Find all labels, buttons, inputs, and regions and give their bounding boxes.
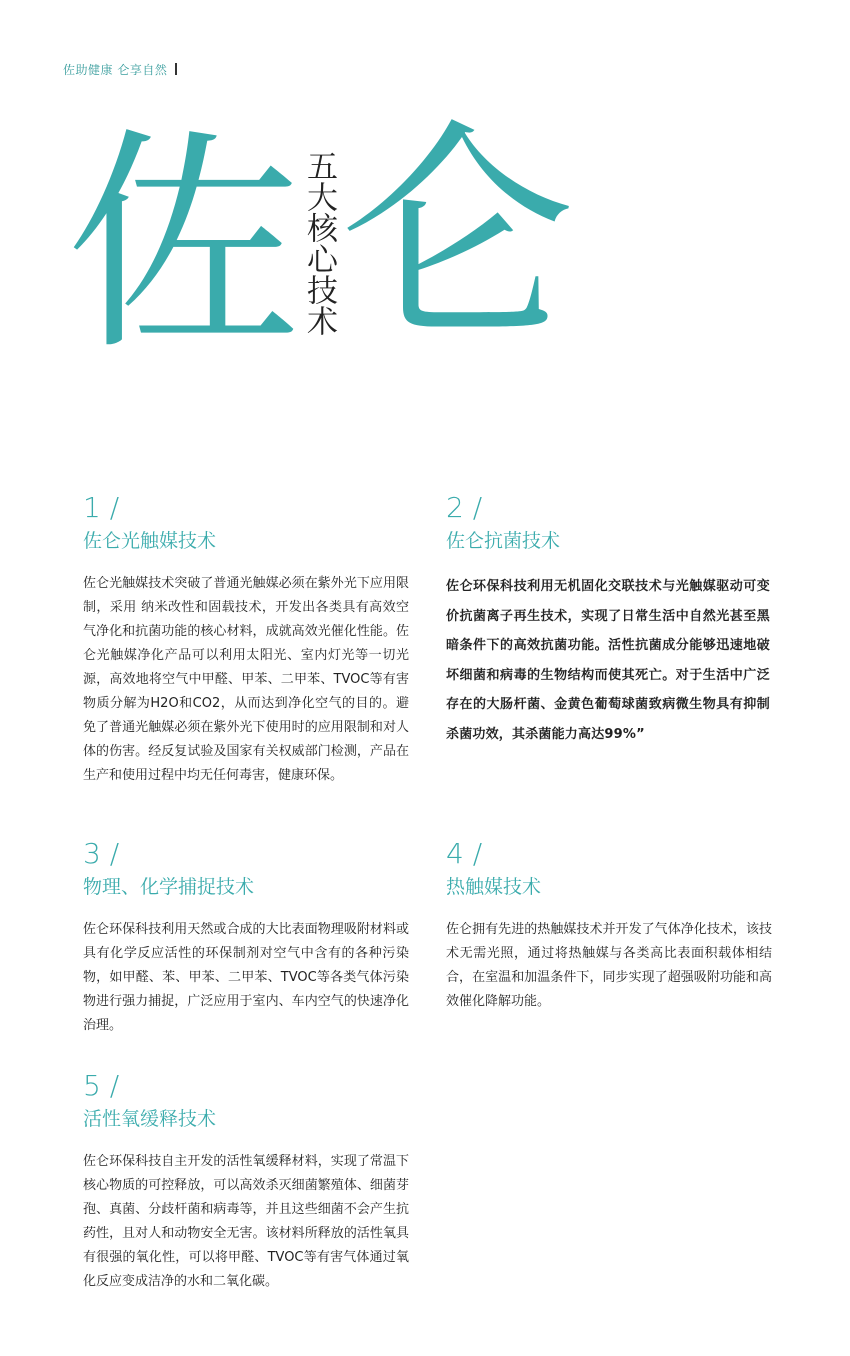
- section-number: 4 /: [446, 837, 483, 870]
- section-title: 物理、化学捕捉技术: [83, 876, 255, 898]
- section-title: 热触媒技术: [446, 876, 542, 898]
- hero-char-right: 仑: [340, 99, 575, 372]
- section-antibacterial: [446, 493, 770, 749]
- slogan: [63, 61, 177, 79]
- section-body: 佐仑环保科技利用天然或合成的大比表面物理吸附材料或具有化学反应活性的环保制剂对空气中含有的各种污染物，如甲醛、苯、甲苯、二甲苯、TVOC等各类气体污染物进行强力捕捉，广泛应用于室内、车内空气的快速净化治理。: [83, 922, 409, 1033]
- section-body: 佐仑环保科技利用无机固化交联技术与光触媒驱动可变价抗菌离子再生技术，实现了日常生活中自然光甚至黑暗条件下的高效抗菌功能。活性抗菌成分能够迅速地破坏细菌和病毒的生物结构而使其死亡。对于生活中广泛存在的大肠杆菌、金黄色葡萄球菌致病微生物具有抑制杀菌功效，其杀菌能力高达99%”: [446, 579, 770, 742]
- section-number: 1 /: [83, 491, 120, 524]
- section-photocatalyst: [83, 493, 409, 788]
- section-thermal-catalyst: [446, 839, 772, 1014]
- section-title: 佐仑抗菌技术: [446, 530, 561, 552]
- section-active-oxygen: [83, 1071, 409, 1294]
- section-number: 5 /: [83, 1069, 120, 1102]
- section-body: 佐仑拥有先进的热触媒技术并开发了气体净化技术，该技术无需光照，通过将热触媒与各类高比表面积载体相结合，在室温和加温条件下，同步实现了超强吸附功能和高效催化降解功能。: [446, 922, 772, 1009]
- section-number: 2 /: [446, 491, 483, 524]
- slogan-divider: [175, 63, 177, 75]
- slogan-text: 佐助健康 仑享自然: [63, 63, 168, 77]
- section-title: 佐仑光触媒技术: [83, 530, 217, 552]
- section-body: 佐仑光触媒技术突破了普通光触媒必须在紫外光下应用限制，采用 纳米改性和固载技术，开发出各类具有高效空气净化和抗菌功能的核心材料，成就高效光催化性能。佐仑光触媒净化产品可以利用太阳光、室内灯光等一切光源，高效地将空气中甲醛、甲苯、二甲苯、TVOC等有害物质分解为H2O和CO2，从而达到净化空气的目的。避免了普通光触媒必须在紫外光下使用时的应用限制和对人体的伤害。经反复试验及国家有关权威部门检测，产品在生产和使用过程中均无任何毒害，健康环保。: [83, 576, 409, 783]
- hero-vertical-title: 五大核心技术: [301, 150, 337, 336]
- section-body: 佐仑环保科技自主开发的活性氧缓释材料，实现了常温下核心物质的可控释放，可以高效杀灭细菌繁殖体、细菌芽孢、真菌、分歧杆菌和病毒等，并且这些细菌不会产生抗药性，且对人和动物安全无害。该材料所释放的活性氧具有很强的氧化性，可以将甲醛、TVOC等有害气体通过氧化反应变成洁净的水和二氧化碳。: [83, 1154, 409, 1289]
- section-title: 活性氧缓释技术: [83, 1108, 217, 1130]
- section-number: 3 /: [83, 837, 120, 870]
- section-capture: [83, 839, 409, 1038]
- hero-char-left: 佐: [66, 109, 301, 382]
